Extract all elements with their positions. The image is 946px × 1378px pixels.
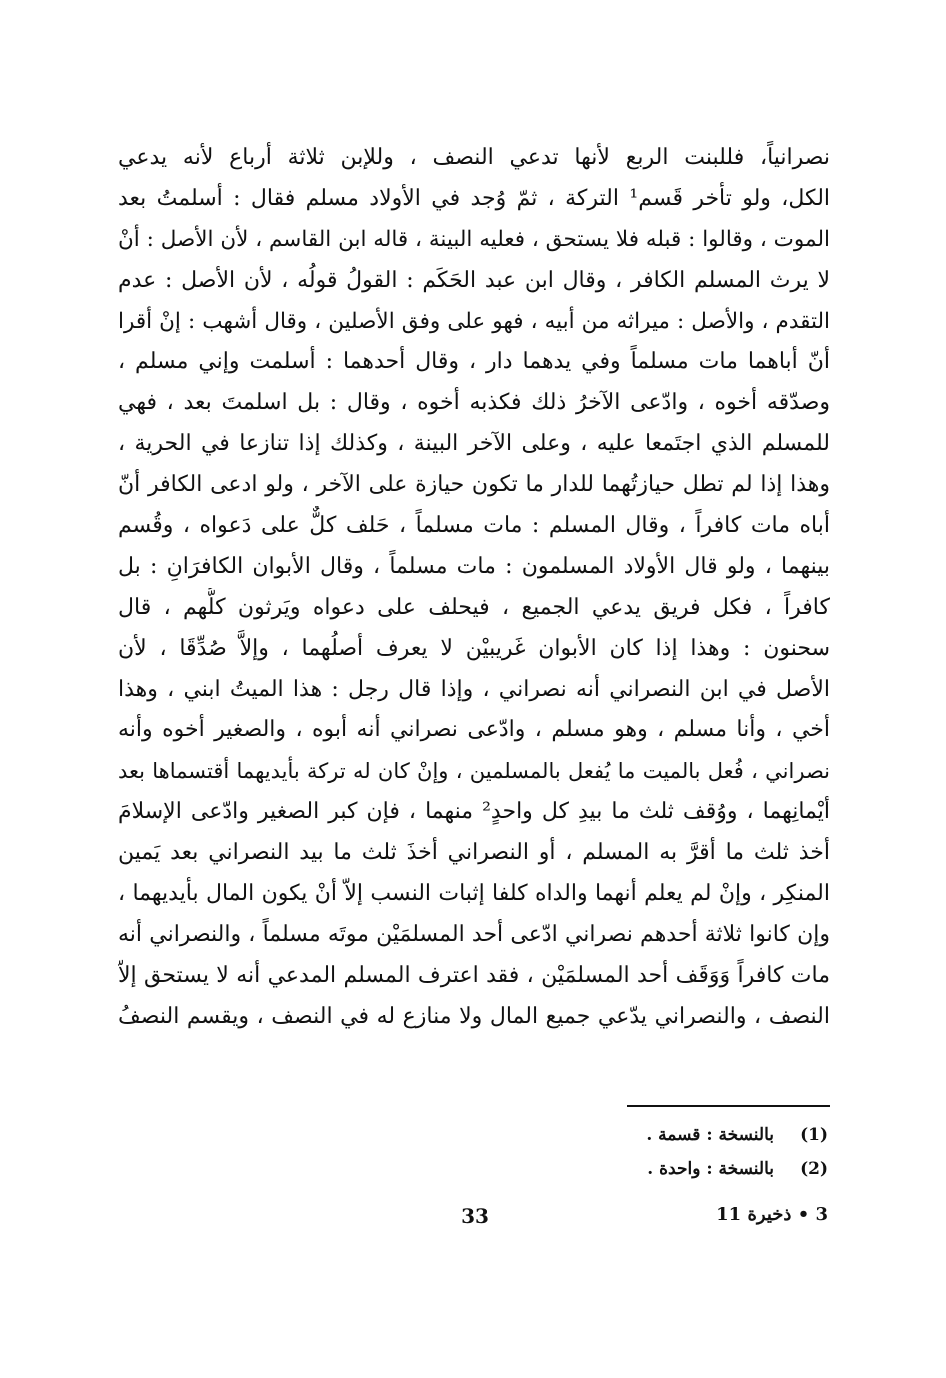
text-line: مات كافراً وَوَقَف أحد المسلمَيْن ، فقد اعترف المسلم المدعي أنه لا يستحق إلاّ bbox=[118, 962, 830, 988]
text-line: وصدّقه أخوه ، وادّعى الآخرُ ذلك فكذبه أخوه ، وقال : بل اسلمتَ بعد ، فهي bbox=[118, 390, 830, 416]
footnote-1 bbox=[428, 1118, 828, 1152]
printer-signature: 3 • ذخيرة 11 bbox=[716, 1204, 828, 1225]
text-line: الكل، ولو تأخر قَسم¹ التركة ، ثمّ وُجد في الأولاد مسلم فقال : أسلمتُ بعد bbox=[118, 185, 830, 211]
footnote-number: (1) bbox=[800, 1125, 828, 1145]
footnotes bbox=[428, 1118, 828, 1186]
text-line: وهذا إذا لم تطل حيازتُهما للدار ما تكون حيازة على الآخر ، ولو ادعى الكافر أنّ bbox=[118, 472, 830, 498]
text-line: أباه مات كافراً ، وقال المسلم : مات مسلماً ، حَلف كلٌّ على دَعواه ، وقُسم bbox=[118, 513, 830, 539]
footnote-divider bbox=[627, 1105, 830, 1107]
text-line: أنّ أباهما مات مسلماً وفي يدهما دار ، وقال أحدهما : أسلمت وإني مسلم ، bbox=[118, 349, 830, 375]
text-line: النصف ، والنصراني يدّعي جميع المال ولا منازع له في النصف ، ويقسم النصفُ bbox=[118, 1003, 830, 1029]
page-number: 33 bbox=[461, 1204, 489, 1228]
text-line: التقدم ، والأصل : ميراثه من أبيه ، فهو على وفق الأصلين ، وقال أشهب : إنْ أقرا bbox=[118, 308, 830, 334]
text-line: وإن كانوا ثلاثة أحدهم نصراني ادّعى أحد المسلمَيْن موتَه مسلماً ، والنصراني أنه bbox=[118, 921, 830, 947]
text-line: نصرانياً، فللبنت الربع لأنها تدعي النصف ، وللإبن ثلاثة أرباع لأنه يدعي bbox=[118, 145, 830, 170]
text-line: كافراً ، فكل فريق يدعي الجميع ، فيحلف على دعواه ويَرثون كلُّهم ، قال bbox=[118, 594, 830, 620]
text-line: لا يرث المسلم الكافر ، وقال ابن عبد الحَكَم : القولُ قولُه ، لأن الأصل : عدم bbox=[118, 267, 830, 293]
footnote-text: بالنسخة : قسمة . bbox=[646, 1125, 774, 1145]
text-line: الأصل في ابن النصراني أنه نصراني ، وإذا قال رجل : هذا الميتُ ابني ، وهذا bbox=[118, 676, 830, 702]
text-line: سحنون : وهذا إذا كان الأبوان غَريبيْن لا يعرف أصلُهما ، وإلاَّ صُدِّقَا ، لأن bbox=[118, 635, 830, 661]
text-line: نصراني ، فُعل بالميت ما يُفعل بالمسلمين ، وإنْ كان له تركة بأيديهما أقتسماها بعد bbox=[118, 759, 830, 784]
footnote-number: (2) bbox=[800, 1159, 828, 1179]
text-line: للمسلم الذي اجتَمعا عليه ، وعلى الآخر البينة ، وكذلك إذا تنازعا في الحرية ، bbox=[118, 431, 830, 457]
main-text bbox=[118, 138, 830, 1038]
footnote-2 bbox=[428, 1152, 828, 1186]
text-line: بينهما ، ولو قال الأولاد المسلمون : مات مسلماً ، وقال الأبوان الكافرَانِ : بل bbox=[118, 553, 830, 579]
text-line: المنكِر ، وإنْ لم يعلم أنهما والداه كلفا إثبات النسب إلاّ أنْ يكون المال بأيديهما ، bbox=[118, 881, 830, 907]
text-line: أيْمانِهما ، ووُقف ثلث ما بيدِ كل واحدٍ² منهما ، فإن كبر الصغير وادّعى الإسلامَ bbox=[118, 799, 830, 825]
text-line: أخي ، وأنا مسلم ، وهو مسلم ، وادّعى نصراني أنه أبوه ، والصغير أخوه وأنه bbox=[118, 717, 830, 743]
text-line: أخذ ثلث ما أقرَّ به المسلم ، أو النصراني أخذَ ثلث ما بيد النصراني بعد يَمين bbox=[118, 840, 830, 866]
footnote-text: بالنسخة : واحدة . bbox=[647, 1159, 774, 1179]
text-line: الموت ، وقالوا : قبله فلا يستحق ، فعليه البينة ، قاله ابن القاسم ، لأن الأصل : أنْ bbox=[118, 226, 830, 252]
